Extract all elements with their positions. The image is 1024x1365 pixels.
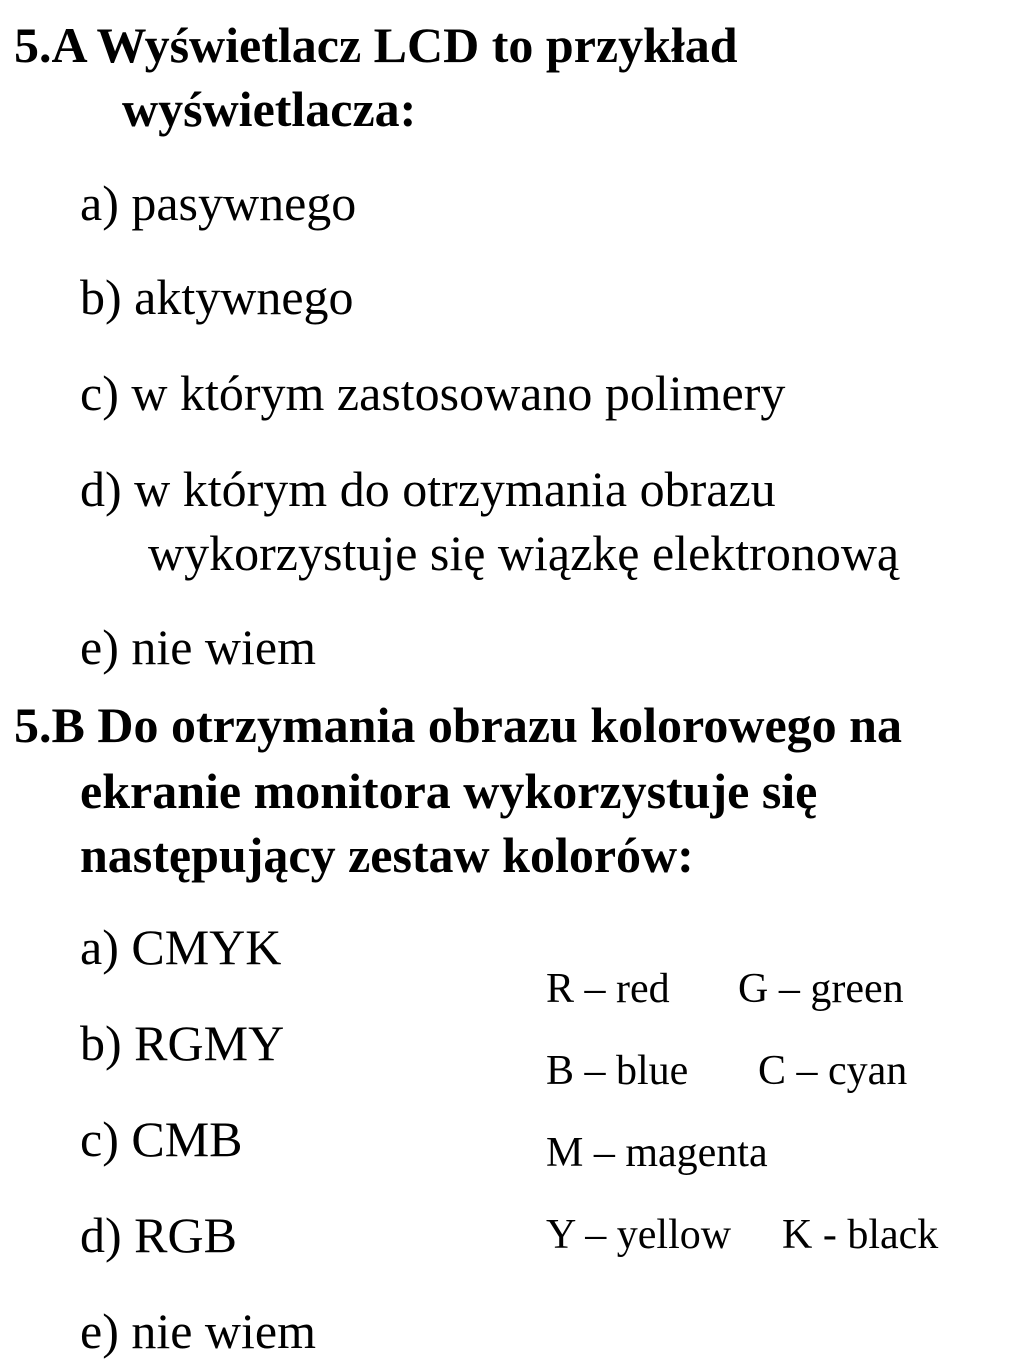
question-5b-option-c[interactable]: c) CMB [80,1111,243,1167]
legend-cyan: C – cyan [758,1048,908,1094]
legend-black: K - black [782,1212,939,1258]
legend-yellow: Y – yellow [546,1212,732,1258]
legend-magenta: M – magenta [546,1130,768,1176]
question-5b-option-a[interactable]: a) CMYK [80,919,282,975]
question-5b-title-line2: ekranie monitora wykorzystuje się [80,763,818,819]
question-5a-option-a[interactable]: a) pasywnego [80,175,357,231]
question-5b-option-d[interactable]: d) RGB [80,1207,237,1263]
legend-red: R – red [546,966,670,1012]
legend-blue: B – blue [546,1048,689,1094]
legend-green: G – green [738,966,904,1012]
question-5a-option-d-line1[interactable]: d) w którym do otrzymania obrazu [80,461,776,517]
question-5a-title-line1: 5.A Wyświetlacz LCD to przykład [14,17,738,73]
question-5a-option-e[interactable]: e) nie wiem [80,619,317,675]
question-5b-title-line1: 5.B Do otrzymania obrazu kolorowego na [14,697,902,753]
question-5a-title-line2: wyświetlacza: [122,81,417,137]
question-5a-option-c[interactable]: c) w którym zastosowano polimery [80,365,786,421]
question-5b-title-line3: następujący zestaw kolorów: [80,827,694,883]
question-5b-option-b[interactable]: b) RGMY [80,1015,285,1071]
question-5a-option-d-line2[interactable]: wykorzystuje się wiązkę elektronową [148,525,900,581]
question-5a-option-b[interactable]: b) aktywnego [80,269,354,325]
question-5b-option-e[interactable]: e) nie wiem [80,1303,317,1359]
